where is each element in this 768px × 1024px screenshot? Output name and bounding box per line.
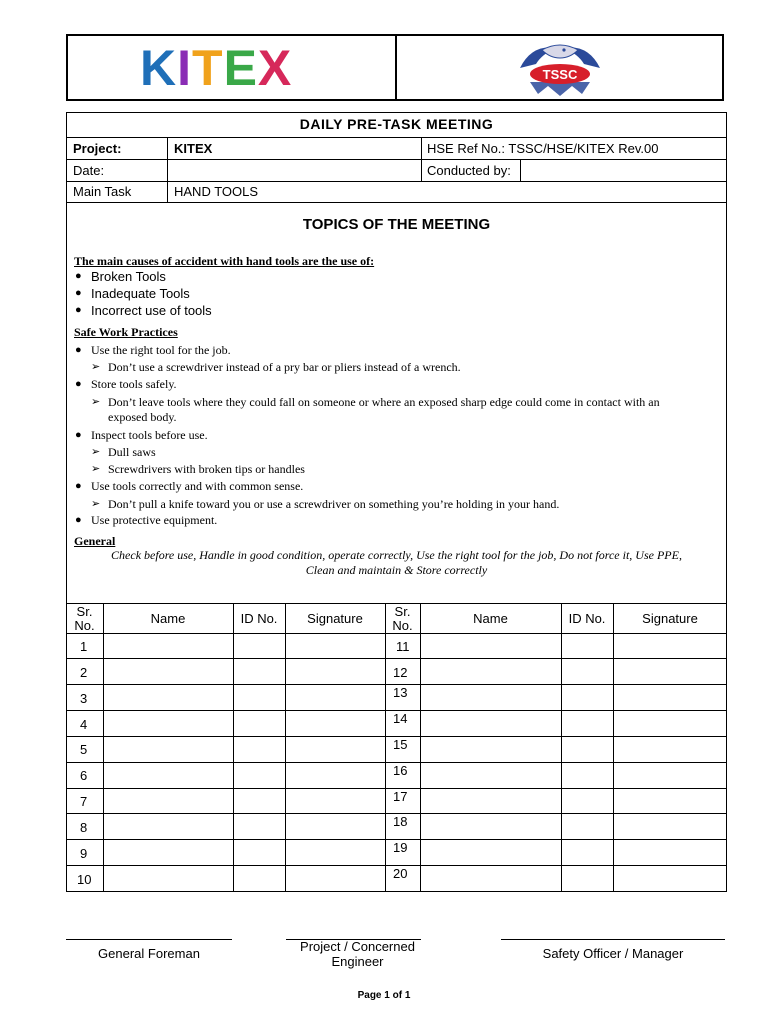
col-header-sr: Sr. (394, 604, 411, 619)
signature-safety-label: Safety Officer / Manager (542, 946, 684, 961)
row-number: 17 (393, 789, 408, 804)
row-number: 12 (393, 665, 408, 680)
bullet-icon: ● (75, 287, 82, 299)
row-number: 6 (80, 768, 88, 783)
row-number: 11 (396, 639, 410, 654)
tssc-logo-text: TSSC (542, 67, 578, 82)
general-text: Check before use, Handle in good condition, operate correctly, Use the right tool for the job, Do not force it, Use PPE, (111, 548, 682, 562)
arrow-icon: ➢ (91, 361, 101, 373)
kitex-logo-letter: I (177, 40, 193, 96)
main-task-label: Main Task (73, 184, 132, 199)
row-number: 7 (80, 794, 88, 809)
row-number: 3 (80, 691, 88, 706)
row-number: 13 (393, 685, 408, 700)
safe-heading: Safe Work Practices (74, 325, 178, 339)
row-number: 14 (393, 711, 408, 726)
col-header-signature: Signature (307, 611, 363, 626)
kitex-logo-letter: K (140, 40, 178, 96)
grid-line (385, 603, 386, 891)
conducted-by-label: Conducted by: (427, 163, 511, 178)
page-number: Page 1 of 1 (357, 990, 411, 1001)
arrow-icon: ➢ (91, 498, 101, 510)
cause-item: Inadequate Tools (91, 286, 190, 301)
row-number: 1 (80, 639, 88, 654)
row-number: 16 (393, 763, 408, 778)
hse-ref: HSE Ref No.: TSSC/HSE/KITEX Rev.00 (427, 141, 659, 156)
grid-line (103, 603, 104, 891)
col-header-id: ID No. (240, 611, 278, 626)
practice-item: Use tools correctly and with common sense. (91, 479, 304, 493)
bullet-icon: ● (75, 429, 82, 441)
project-value: KITEX (174, 141, 213, 156)
grid-line (613, 603, 614, 891)
col-header-id: ID No. (568, 611, 606, 626)
tssc-logo (512, 38, 608, 98)
signature-line (501, 939, 725, 940)
grid-line (66, 202, 727, 203)
kitex-logo-letter: T (192, 40, 224, 96)
row-number: 2 (80, 665, 88, 680)
grid-line (66, 181, 727, 182)
grid-line (420, 603, 421, 891)
row-number: 9 (80, 846, 88, 861)
grid-line (233, 603, 234, 891)
col-header-sr: No. (392, 618, 413, 633)
main-task-value: HAND TOOLS (174, 184, 259, 199)
grid-line (66, 137, 727, 138)
row-number: 8 (80, 820, 88, 835)
kitex-logo-letter: E (223, 40, 258, 96)
grid-line (285, 603, 286, 891)
col-header-sr: Sr. (76, 604, 93, 619)
bullet-icon: ● (75, 270, 82, 282)
practice-item: Store tools safely. (91, 377, 177, 391)
signature-engineer-label: Project / Concerned (300, 939, 415, 954)
col-header-name: Name (150, 611, 186, 626)
row-number: 15 (393, 737, 408, 752)
practice-sub-item: Dull saws (108, 445, 156, 459)
row-number: 5 (80, 742, 88, 757)
grid-line (421, 137, 422, 181)
kitex-logo-letter: X (257, 40, 293, 96)
col-header-sr: No. (74, 618, 95, 633)
bullet-icon: ● (75, 344, 82, 356)
cause-item: Incorrect use of tools (91, 303, 212, 318)
signature-engineer-label: Engineer (331, 954, 384, 969)
practice-sub-item: Don’t leave tools where they could fall on someone or where an exposed sharp edge could come in contact with an (108, 395, 660, 409)
bullet-icon: ● (75, 480, 82, 492)
grid-line (66, 658, 727, 659)
practice-sub-item: Don’t pull a knife toward you or use a screwdriver on something you’re holding in your hand. (108, 497, 560, 511)
grid-line (520, 159, 521, 181)
grid-line (561, 603, 562, 891)
bullet-icon: ● (75, 378, 82, 390)
practice-item: Use protective equipment. (91, 513, 218, 527)
practice-item: Inspect tools before use. (91, 428, 208, 442)
arrow-icon: ➢ (91, 396, 101, 408)
cause-item: Broken Tools (91, 269, 166, 284)
col-header-name: Name (473, 611, 508, 626)
row-number: 4 (80, 717, 88, 732)
row-number: 20 (393, 866, 408, 881)
row-number: 10 (77, 872, 92, 887)
bullet-icon: ● (75, 304, 82, 316)
general-heading: General (74, 534, 116, 548)
grid-line (66, 633, 727, 634)
signature-line (66, 939, 232, 940)
row-number: 19 (393, 840, 408, 855)
header-divider (395, 34, 397, 101)
col-header-signature: Signature (642, 611, 698, 626)
practice-item: Use the right tool for the job. (91, 343, 231, 357)
topics-title: TOPICS OF THE MEETING (302, 216, 491, 233)
practice-sub-item: Screwdrivers with broken tips or handles (108, 462, 305, 476)
row-number: 18 (393, 814, 408, 829)
project-label: Project: (73, 141, 122, 156)
grid-line (167, 137, 168, 202)
general-text: Clean and maintain & Store correctly (305, 563, 488, 577)
practice-sub-item: exposed body. (108, 410, 177, 424)
causes-heading: The main causes of accident with hand tools are the use of: (74, 254, 375, 268)
date-label: Date: (73, 163, 105, 178)
bullet-icon: ● (75, 514, 82, 526)
form-title: DAILY PRE-TASK MEETING (299, 116, 494, 132)
arrow-icon: ➢ (91, 463, 101, 475)
arrow-icon: ➢ (91, 446, 101, 458)
kitex-logo (140, 42, 292, 94)
grid-line (66, 159, 727, 160)
signature-foreman-label: General Foreman (98, 946, 200, 961)
practice-sub-item: Don’t use a screwdriver instead of a pry bar or pliers instead of a wrench. (108, 360, 461, 374)
